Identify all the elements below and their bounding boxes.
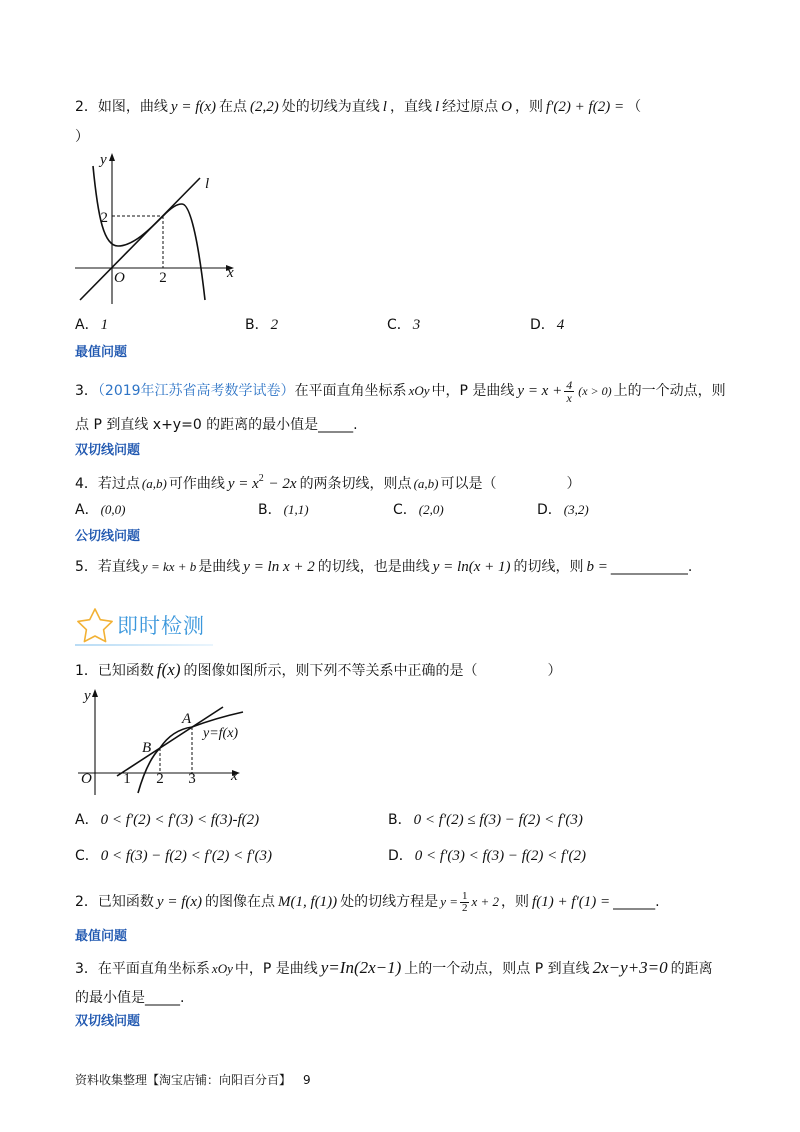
- quiz-q2-point-m: M(1, f(1)): [278, 894, 338, 910]
- y-axis-label: y: [100, 152, 107, 168]
- q2-text-line: ，直线: [389, 99, 432, 115]
- quiz-q3-coordinate-system: xOy: [211, 961, 233, 976]
- quiz-q3-text-distance: 的距离: [670, 961, 713, 977]
- option-letter: D．: [530, 317, 555, 333]
- q2-line-symbol-2: l: [434, 99, 440, 115]
- quiz-q2-text-at-point: 的图像在点: [205, 894, 276, 910]
- practice-q3-line-2: [75, 414, 358, 436]
- quiz-q1-option-b: [388, 809, 583, 831]
- q3-source-tag: （2019年江苏省高考数学试卷）: [97, 383, 295, 399]
- q4-option-b: [258, 499, 309, 521]
- quiz-q1-option-c: [75, 845, 272, 867]
- origin-label: O: [114, 270, 125, 286]
- fraction-numerator: 1: [461, 889, 468, 902]
- option-letter: D．: [537, 502, 562, 518]
- option-letter: A．: [75, 317, 99, 333]
- q2-expression: f′(2) + f(2) =: [545, 99, 625, 115]
- quiz-q2-intro: 2．已知函数: [75, 894, 154, 910]
- quiz-q3-text-curve: 中，P 是曲线: [234, 961, 318, 977]
- quiz-q3-continuation: 的最小值是_____.: [75, 990, 185, 1006]
- option-letter: B．: [258, 502, 282, 518]
- practice-q3-line-1: [75, 378, 726, 404]
- quiz-q3-intro: 3．在平面直角坐标系: [75, 961, 210, 977]
- q5-answer-blank: ___________.: [610, 559, 693, 575]
- page-number: 9: [303, 1073, 311, 1087]
- option-letter: B．: [388, 812, 412, 828]
- q5-text-line: 5．若直线: [75, 559, 140, 575]
- quiz-q2-tangent-rhs: x + 2: [471, 894, 500, 909]
- q3-domain: (x > 0): [578, 384, 612, 398]
- curve-f: [93, 166, 205, 300]
- x-axis-label: x: [231, 768, 238, 784]
- q2-text-origin: 经过原点: [442, 99, 499, 115]
- tangent-line-l: [80, 178, 200, 300]
- q2-open-paren: （: [627, 99, 642, 115]
- q2-option-b: [245, 314, 278, 336]
- practice-q2-line-2: [75, 126, 89, 148]
- quiz-q1-option-a: [75, 809, 259, 831]
- option-letter: A．: [75, 812, 99, 828]
- q2-close-paren: ）: [75, 129, 89, 145]
- q4-text-curve: 可作曲线: [168, 476, 225, 492]
- quiz-q2-text-tangent-eq: 处的切线方程是: [340, 894, 439, 910]
- star-icon: [75, 607, 115, 647]
- fraction-denominator: x: [566, 390, 572, 405]
- option-value: 0 < f′(3) < f(3) − f(2) < f′(2): [414, 848, 586, 864]
- section-title-underline: [75, 644, 213, 646]
- curve-label: y=f(x): [203, 726, 239, 741]
- quiz-q1-line: [75, 659, 562, 682]
- q3-continuation: 点 P 到直线 x+y=0 的距离的最小值是_____.: [75, 417, 358, 433]
- quiz-q2-expression: f(1) + f′(1) =: [532, 894, 611, 910]
- q4-point-2: (a,b): [413, 476, 439, 491]
- quiz-q2-line: [75, 889, 660, 915]
- quiz-q3-line-2: [75, 987, 184, 1009]
- q5-curve-1: y = ln x + 2: [243, 559, 315, 575]
- q2-text-then: ，则: [514, 99, 543, 115]
- option-value: (1,1): [283, 502, 309, 517]
- quiz-q1-question: 的图像如图所示，则下列不等关系中正确的是（ ）: [183, 663, 562, 679]
- q2-option-a: [75, 314, 108, 336]
- x-tick-1: 1: [123, 771, 131, 787]
- option-letter: C．: [393, 502, 417, 518]
- x-axis-label: x: [227, 265, 234, 281]
- quiz-q2-answer-blank: ______.: [613, 894, 660, 910]
- option-value: 4: [556, 317, 565, 333]
- footer-source: 资料收集整理【淘宝店铺：向阳百分百】: [75, 1073, 292, 1087]
- practice-q4-line: [75, 468, 580, 495]
- option-letter: C．: [75, 848, 99, 864]
- q3-text-plane: 在平面直角坐标系: [294, 383, 407, 399]
- quiz-heading-extreme-value: 最值问题: [75, 929, 128, 944]
- q4-option-d: [537, 499, 589, 521]
- q5-text-is-curve: 是曲线: [198, 559, 241, 575]
- y-tick-label: 2: [100, 210, 108, 226]
- q4-exponent: 2: [258, 473, 264, 484]
- star-outline: [78, 609, 112, 642]
- y-axis-arrow: [92, 689, 98, 697]
- q4-text-two-tangents: 的两条切线，则点: [299, 476, 412, 492]
- q4-point: (a,b): [141, 476, 167, 491]
- point-b-label: B: [142, 740, 152, 756]
- heading-extreme-value: 最值问题: [75, 345, 128, 360]
- q4-option-c: [393, 499, 444, 521]
- option-value: 1: [100, 317, 109, 333]
- secant-line-ab: [117, 707, 223, 776]
- practice-q2-line-1: [75, 96, 641, 118]
- secant-figure: [75, 685, 250, 797]
- y-axis-arrow: [109, 153, 115, 161]
- q4-curve-lhs: y = x: [227, 476, 259, 492]
- option-letter: C．: [387, 317, 411, 333]
- option-value: (2,0): [418, 502, 444, 517]
- q5-curve-2: y = ln(x + 1): [432, 559, 511, 575]
- q2-option-c: [387, 314, 420, 336]
- section-title: 即时检测: [117, 614, 205, 638]
- option-value: 0 < f′(2) ≤ f(3) − f(2) < f′(3): [413, 812, 583, 828]
- quiz-q2-text-then: ，则: [501, 894, 530, 910]
- q5-line-equation: y = kx + b: [141, 559, 197, 574]
- quiz-q2-tangent-lhs: y =: [440, 894, 458, 909]
- quiz-q1-intro: 1．已知函数: [75, 663, 154, 679]
- page-footer: [75, 1069, 311, 1091]
- y-axis-label: y: [84, 688, 91, 704]
- option-value: 3: [412, 317, 421, 333]
- option-letter: D．: [388, 848, 413, 864]
- line-l-label: l: [205, 176, 210, 192]
- q3-curve-lhs: y = x +: [517, 383, 563, 399]
- x-tick-label: 2: [159, 270, 167, 286]
- point-a-label: A: [182, 711, 192, 727]
- q3-text-moving-point: 上的一个动点，则: [613, 383, 726, 399]
- quiz-q1-function: f(x): [156, 660, 181, 679]
- q4-option-a: [75, 499, 126, 521]
- tangent-line-figure: [72, 148, 244, 306]
- q2-text-tangent: 处的切线为直线: [281, 99, 380, 115]
- q2-option-d: [530, 314, 564, 336]
- quiz-q2-function: y = f(x): [156, 894, 203, 910]
- q3-coordinate-system: xOy: [408, 383, 430, 398]
- q2-origin-symbol: O: [501, 99, 512, 115]
- heading-double-tangent: 双切线问题: [75, 443, 141, 458]
- option-letter: B．: [245, 317, 269, 333]
- option-value: (3,2): [563, 502, 589, 517]
- origin-label: O: [81, 771, 92, 787]
- option-letter: A．: [75, 502, 99, 518]
- x-tick-2: 2: [156, 771, 164, 787]
- practice-q5-line: [75, 556, 692, 578]
- q3-text-curve: 中，P 是曲线: [431, 383, 515, 399]
- quiz-q1-option-d: [388, 845, 586, 867]
- heading-common-tangent: 公切线问题: [75, 529, 141, 544]
- q2-curve-equation: y = f(x): [170, 99, 217, 115]
- q4-text-can-be: 可以是（ ）: [440, 476, 581, 492]
- quiz-q3-text-moving-point: 上的一个动点，则点 P 到直线: [404, 961, 590, 977]
- q5-text-also-curve: 的切线，也是曲线: [317, 559, 430, 575]
- quiz-q3-line-1: [75, 956, 713, 981]
- q4-text-through-point: 4．若过点: [75, 476, 140, 492]
- q2-intro-text: 2．如图，曲线: [75, 99, 168, 115]
- q3-fraction: [564, 379, 574, 404]
- quiz-q3-curve-equation: y=In(2x−1): [320, 958, 402, 977]
- q5-text-then: 的切线，则: [513, 559, 584, 575]
- q2-point: (2,2): [250, 99, 279, 115]
- fraction-numerator: 4: [566, 377, 573, 392]
- option-value: 0 < f′(2) < f′(3) < f(3)-f(2): [100, 812, 260, 828]
- q4-curve-rhs: − 2x: [264, 476, 297, 492]
- fraction-denominator: 2: [461, 901, 468, 914]
- q2-text-at-point: 在点: [219, 99, 248, 115]
- option-value: 0 < f(3) − f(2) < f′(2) < f′(3): [100, 848, 272, 864]
- quiz-q2-fraction: [460, 891, 470, 914]
- option-value: 2: [270, 317, 279, 333]
- quiz-heading-double-tangent: 双切线问题: [75, 1014, 141, 1029]
- quiz-q3-line-equation: 2x−y+3=0: [592, 958, 668, 977]
- q3-number: 3．: [75, 383, 98, 399]
- x-tick-3: 3: [188, 771, 196, 787]
- q5-b-equals: b =: [586, 559, 608, 575]
- q2-line-symbol: l: [382, 99, 387, 115]
- option-value: (0,0): [100, 502, 126, 517]
